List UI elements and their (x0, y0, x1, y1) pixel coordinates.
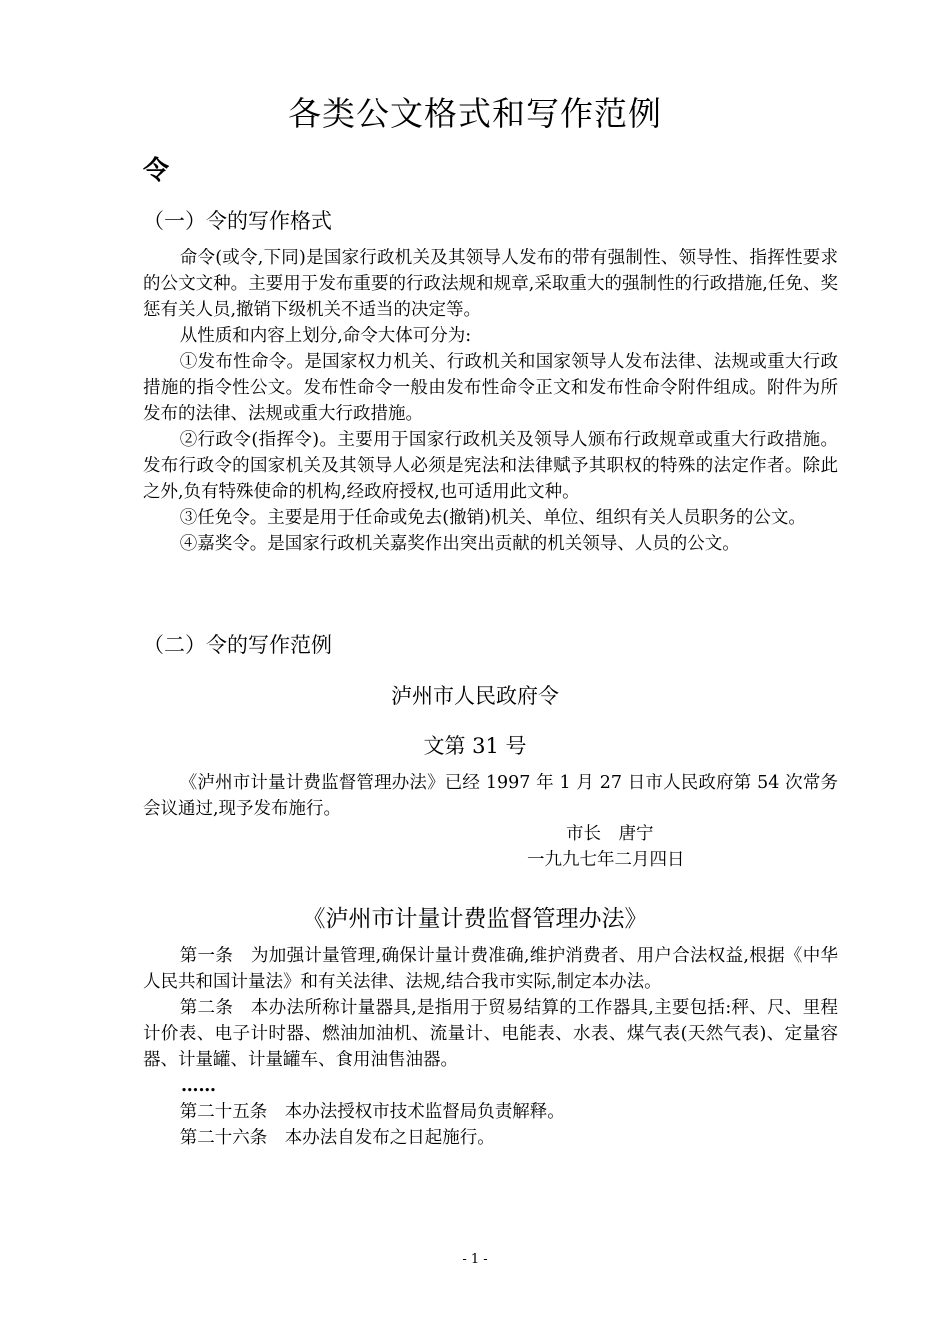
paragraph: 从性质和内容上划分,命令大体可分为: (179, 326, 472, 346)
article: 第二条 本办法所称计量器具,是指用于贸易结算的工作器具,主要包括:秤、尺、里程计价表、电子计时器、燃油加油机、流量计、电能表、水表、煤气表(天然气表)、定量容器、计量罐、计量罐车、食用油售油器。 (143, 998, 838, 1070)
order-number: 文第 31 号 (423, 734, 527, 758)
paragraph: ①发布性命令。是国家权力机关、行政机关和国家领导人发布法律、法规或重大行政措施的指令性公文。发布性命令一般由发布性命令正文和发布性命令附件组成。附件为所发布的法律、法规或重大行政措施。 (143, 352, 838, 424)
part1-body (143, 245, 838, 557)
ellipsis: …… (181, 1076, 216, 1096)
paragraph: ④嘉奖令。是国家行政机关嘉奖作出突出贡献的机关领导、人员的公文。 (179, 534, 740, 554)
article: 第二十六条 本办法自发布之日起施行。 (179, 1128, 495, 1148)
order-body (143, 770, 838, 822)
section-heading: 令 (143, 156, 170, 186)
article: 第一条 为加强计量管理,确保计量计费准确,维护消费者、用户合法权益,根据《中华人民共和国计量法》和有关法律、法规,结合我市实际,制定本办法。 (143, 946, 838, 992)
signing-date: 一九九七年二月四日 (527, 850, 685, 870)
paragraph: 命令(或令,下同)是国家行政机关及其领导人发布的带有强制性、领导性、指挥性要求的公文文种。主要用于发布重要的行政法规和规章,采取重大的强制性的行政措施,任免、奖惩有关人员,撤销下级机关不适当的决定等。 (143, 248, 838, 320)
paragraph: ③任免令。主要是用于任命或免去(撤销)机关、单位、组织有关人员职务的公文。 (179, 508, 806, 528)
signature: 市长 唐宁 (566, 824, 654, 844)
page-number: - 1 - (462, 1252, 488, 1267)
document-title: 各类公文格式和写作范例 (288, 94, 662, 133)
law-title: 《泸州市计量计费监督管理办法》 (302, 906, 648, 932)
part2-heading: （二）令的写作范例 (143, 633, 332, 657)
order-text: 《泸州市计量计费监督管理办法》已经 1997 年 1 月 27 日市人民政府第 54 次常务会议通过,现予发布施行。 (143, 773, 838, 819)
articles-body (143, 943, 838, 1151)
part1-heading: （一）令的写作格式 (143, 209, 332, 233)
paragraph: ②行政令(指挥令)。主要用于国家行政机关及领导人颁布行政规章或重大行政措施。发布行政令的国家机关及其领导人必须是宪法和法律赋予其职权的特殊的法定作者。除此之外,负有特殊使命的机构,经政府授权,也可适用此文种。 (143, 430, 838, 502)
article: 第二十五条 本办法授权市技术监督局负责解释。 (179, 1102, 565, 1122)
order-title: 泸州市人民政府令 (391, 684, 559, 708)
